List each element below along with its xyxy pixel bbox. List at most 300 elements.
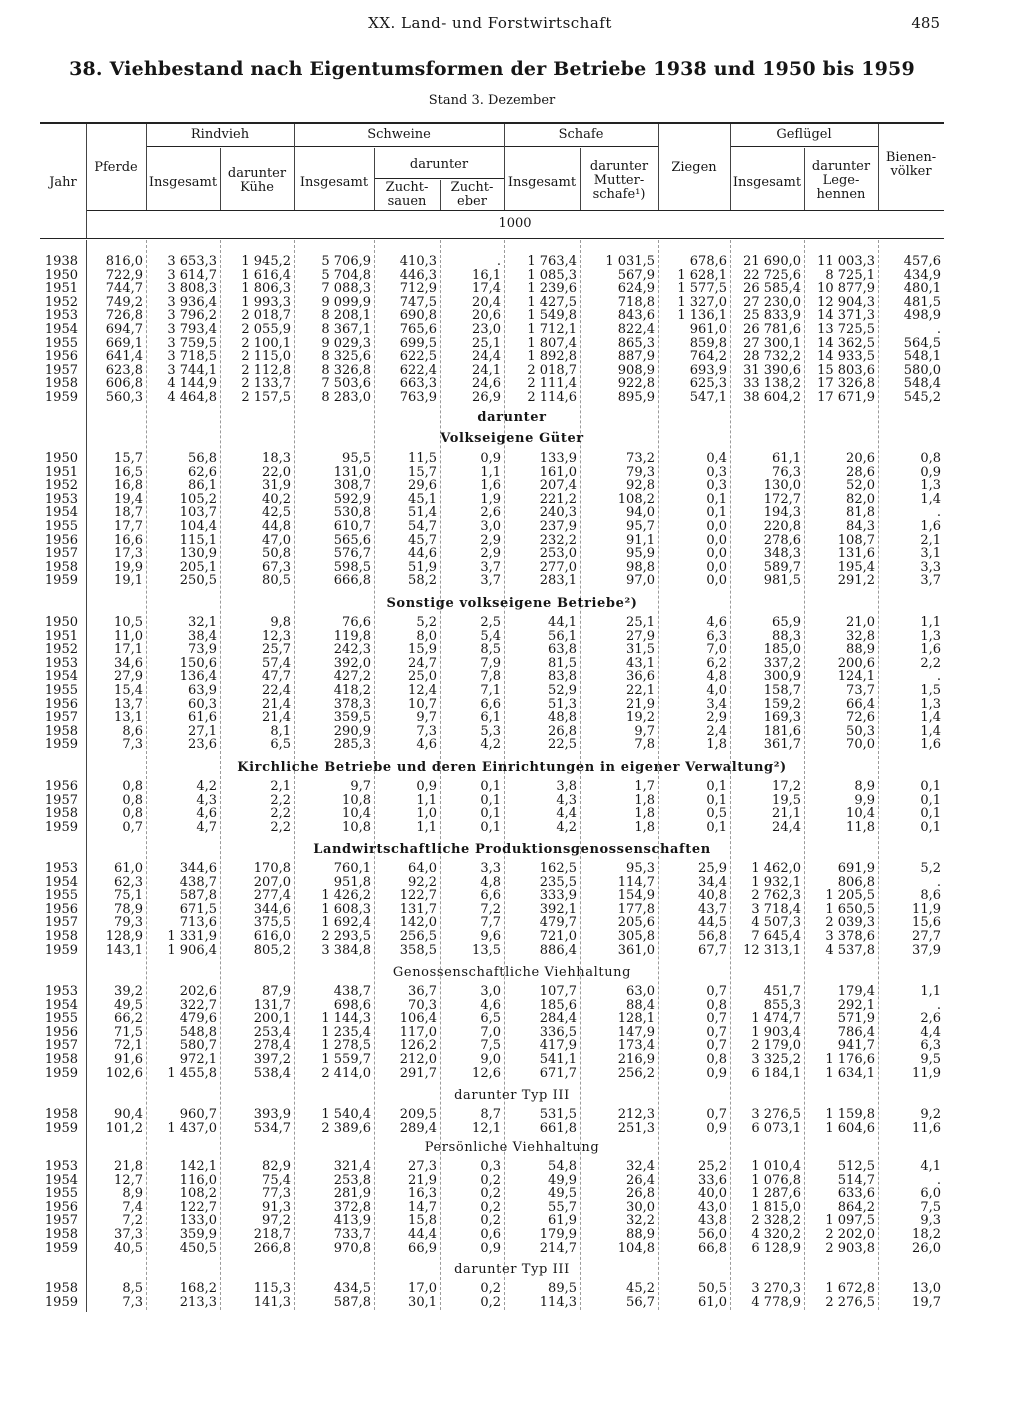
table-row bbox=[0, 466, 1024, 480]
cell-bienenvoelker: 1,4 bbox=[920, 723, 941, 739]
cell-schaf-mutterschafe: 212,3 bbox=[617, 1107, 655, 1122]
cell-bienenvoelker: 0,9 bbox=[920, 464, 941, 480]
schweine-rule bbox=[294, 146, 504, 147]
year-cell: 1958 bbox=[44, 1107, 78, 1122]
cell-rind-kuehe: 12,3 bbox=[262, 628, 291, 644]
cell-gefl-legehennen: 786,4 bbox=[837, 1024, 875, 1040]
cell-schaf-mutterschafe: 95,9 bbox=[626, 546, 655, 562]
cell-schw-zuchtsauen: 690,8 bbox=[399, 308, 437, 324]
cell-bienenvoelker: 545,2 bbox=[903, 390, 941, 405]
header-bottom-rule bbox=[40, 238, 944, 239]
cell-schw-zuchtsauen: 209,5 bbox=[399, 1107, 437, 1122]
cell-schaf-mutterschafe: 624,9 bbox=[617, 281, 655, 297]
cell-ziegen: 67,7 bbox=[698, 942, 727, 958]
cell-schaf-insgesamt: 55,7 bbox=[548, 1199, 577, 1215]
cell-gefl-legehennen: 50,3 bbox=[846, 723, 875, 739]
cell-schw-zuchteber: 24,4 bbox=[472, 349, 501, 365]
cell-schw-insgesamt: 565,6 bbox=[333, 532, 371, 548]
cell-schw-zuchteber: 6,6 bbox=[480, 888, 501, 904]
section-label: darunter Typ III bbox=[454, 1262, 570, 1277]
cell-bienenvoelker: 9,3 bbox=[920, 1213, 941, 1229]
cell-gefl-legehennen: 1 650,5 bbox=[825, 901, 875, 917]
cell-schaf-insgesamt: 1 549,8 bbox=[527, 308, 577, 324]
cell-schw-insgesamt: 434,5 bbox=[333, 1281, 371, 1296]
section-label: Kirchliche Betriebe und deren Einrichtungen in eigener Verwaltung²) bbox=[237, 760, 787, 775]
cell-gefl-legehennen: 8 725,1 bbox=[825, 267, 875, 283]
cell-schw-insgesamt: 3 384,8 bbox=[321, 942, 371, 958]
cell-schaf-mutterschafe: 30,0 bbox=[626, 1199, 655, 1215]
cell-ziegen: 56,8 bbox=[698, 929, 727, 944]
header-unit: 1000 bbox=[498, 216, 532, 231]
year-cell: 1957 bbox=[44, 792, 78, 808]
cell-ziegen: 0,0 bbox=[706, 573, 727, 589]
cell-schw-insgesamt: 359,5 bbox=[333, 710, 371, 726]
year-cell: 1953 bbox=[44, 655, 78, 671]
cell-rind-kuehe: 80,5 bbox=[262, 573, 291, 589]
cell-gefl-insgesamt: 65,9 bbox=[772, 615, 801, 630]
cell-ziegen: 1 327,0 bbox=[677, 294, 727, 310]
cell-schaf-insgesamt: 479,7 bbox=[539, 915, 577, 931]
cell-ziegen: 1 136,1 bbox=[677, 308, 727, 324]
cell-schw-insgesamt: 8 326,8 bbox=[321, 362, 371, 378]
cell-gefl-insgesamt: 21,1 bbox=[772, 806, 801, 822]
cell-schw-zuchtsauen: 663,3 bbox=[399, 376, 437, 392]
cell-schw-zuchteber: 24,6 bbox=[472, 376, 501, 392]
cell-schaf-mutterschafe: 88,9 bbox=[626, 1227, 655, 1242]
cell-schaf-mutterschafe: 1,8 bbox=[634, 819, 655, 835]
cell-gefl-insgesamt: 33 138,2 bbox=[743, 376, 801, 392]
year-cell: 1951 bbox=[44, 628, 78, 644]
table-subtitle: Stand 3. Dezember bbox=[428, 93, 556, 108]
cell-schaf-mutterschafe: 895,9 bbox=[617, 390, 655, 405]
cell-ziegen: 0,4 bbox=[706, 451, 727, 466]
table-row bbox=[0, 561, 1024, 575]
cell-gefl-legehennen: 14 371,3 bbox=[817, 308, 875, 324]
cell-pferde: 8,5 bbox=[122, 1281, 143, 1296]
cell-bienenvoelker: 13,0 bbox=[912, 1281, 941, 1296]
year-cell: 1956 bbox=[44, 1024, 78, 1040]
cell-schw-insgesamt: 119,8 bbox=[333, 628, 371, 644]
cell-gefl-legehennen: 70,0 bbox=[846, 737, 875, 753]
table-row bbox=[0, 1296, 1024, 1310]
cell-ziegen: 61,0 bbox=[698, 1294, 727, 1310]
cell-schaf-mutterschafe: 92,8 bbox=[626, 478, 655, 494]
cell-gefl-legehennen: 20,6 bbox=[846, 451, 875, 466]
cell-gefl-insgesamt: 1 474,7 bbox=[751, 1011, 801, 1027]
cell-schw-insgesamt: 951,8 bbox=[333, 874, 371, 890]
cell-bienenvoelker: 27,7 bbox=[912, 929, 941, 944]
cell-schaf-mutterschafe: 177,8 bbox=[617, 901, 655, 917]
cell-rind-insgesamt: 4,7 bbox=[196, 819, 217, 835]
cell-pferde: 102,6 bbox=[105, 1065, 143, 1081]
table-row bbox=[0, 1122, 1024, 1136]
cell-gefl-insgesamt: 3 718,4 bbox=[751, 901, 801, 917]
cell-gefl-insgesamt: 7 645,4 bbox=[751, 929, 801, 944]
cell-rind-kuehe: 2 112,8 bbox=[241, 362, 291, 378]
cell-schw-insgesamt: 76,6 bbox=[342, 615, 371, 630]
cell-schw-zuchteber: 24,1 bbox=[472, 362, 501, 378]
cell-schw-insgesamt: 760,1 bbox=[333, 861, 371, 876]
cell-gefl-legehennen: 14 933,5 bbox=[817, 349, 875, 365]
table-row bbox=[0, 876, 1024, 890]
cell-schaf-mutterschafe: 1,8 bbox=[634, 792, 655, 808]
cell-schw-zuchtsauen: 10,7 bbox=[408, 696, 437, 712]
cell-rind-insgesamt: 359,9 bbox=[179, 1227, 217, 1242]
year-cell: 1959 bbox=[44, 737, 78, 753]
cell-schw-zuchtsauen: 122,7 bbox=[399, 888, 437, 904]
cell-schaf-insgesamt: 4,2 bbox=[556, 819, 577, 835]
table-row bbox=[0, 1039, 1024, 1053]
cell-gefl-legehennen: 72,6 bbox=[846, 710, 875, 726]
cell-bienenvoelker: 3,7 bbox=[920, 573, 941, 589]
cell-rind-insgesamt: 202,6 bbox=[179, 984, 217, 999]
year-cell: 1954 bbox=[44, 322, 78, 337]
cell-pferde: 7,3 bbox=[122, 737, 143, 753]
year-cell: 1958 bbox=[44, 1281, 78, 1296]
cell-schaf-insgesamt: 49,5 bbox=[548, 1186, 577, 1202]
year-cell: 1956 bbox=[44, 349, 78, 365]
cell-schw-zuchtsauen: 291,7 bbox=[399, 1065, 437, 1081]
page-number: 485 bbox=[911, 14, 940, 32]
cell-schw-zuchtsauen: 765,6 bbox=[399, 322, 437, 337]
year-cell: 1958 bbox=[44, 806, 78, 822]
cell-schw-zuchteber: 0,1 bbox=[480, 806, 501, 822]
cell-ziegen: 4,0 bbox=[706, 683, 727, 698]
cell-rind-insgesamt: 63,9 bbox=[188, 683, 217, 698]
cell-schw-zuchtsauen: 51,9 bbox=[408, 559, 437, 575]
cell-schw-zuchteber: 7,1 bbox=[480, 683, 501, 698]
year-cell: 1954 bbox=[44, 874, 78, 890]
table-row bbox=[0, 1012, 1024, 1026]
cell-ziegen: 43,8 bbox=[698, 1213, 727, 1229]
cell-rind-insgesamt: 3 653,3 bbox=[167, 254, 217, 269]
cell-schw-insgesamt: 9 029,3 bbox=[321, 335, 371, 351]
cell-schw-zuchteber: 20,6 bbox=[472, 308, 501, 324]
cell-schaf-insgesamt: 2 111,4 bbox=[527, 376, 577, 392]
cell-rind-insgesamt: 450,5 bbox=[179, 1240, 217, 1256]
cell-gefl-insgesamt: 4 778,9 bbox=[751, 1294, 801, 1310]
cell-bienenvoelker: 8,6 bbox=[920, 888, 941, 904]
cell-rind-insgesamt: 205,1 bbox=[179, 559, 217, 575]
cell-rind-insgesamt: 3 796,2 bbox=[167, 308, 217, 324]
cell-pferde: 18,7 bbox=[114, 505, 143, 521]
cell-gefl-legehennen: 84,3 bbox=[846, 519, 875, 534]
cell-schw-zuchtsauen: 289,4 bbox=[399, 1120, 437, 1136]
cell-schw-insgesamt: 610,7 bbox=[333, 519, 371, 534]
cell-pferde: 10,5 bbox=[114, 615, 143, 630]
cell-schw-insgesamt: 10,8 bbox=[342, 792, 371, 808]
year-cell: 1953 bbox=[44, 491, 78, 507]
cell-rind-insgesamt: 322,7 bbox=[179, 997, 217, 1013]
cell-gefl-legehennen: 4 537,8 bbox=[825, 942, 875, 958]
cell-gefl-insgesamt: 1 815,0 bbox=[751, 1199, 801, 1215]
cell-rind-insgesamt: 713,6 bbox=[179, 915, 217, 931]
cell-gefl-insgesamt: 158,7 bbox=[763, 683, 801, 698]
cell-ziegen: 33,6 bbox=[698, 1172, 727, 1188]
cell-schw-insgesamt: 7 088,3 bbox=[321, 281, 371, 297]
cell-bienenvoelker: . bbox=[936, 505, 941, 521]
cell-gefl-insgesamt: 26 585,4 bbox=[743, 281, 801, 297]
cell-gefl-legehennen: 13 725,5 bbox=[817, 322, 875, 337]
cell-gefl-insgesamt: 451,7 bbox=[763, 984, 801, 999]
cell-rind-kuehe: 2 133,7 bbox=[241, 376, 291, 392]
cell-pferde: 12,7 bbox=[114, 1172, 143, 1188]
cell-gefl-legehennen: 1 159,8 bbox=[825, 1107, 875, 1122]
cell-pferde: 560,3 bbox=[105, 390, 143, 405]
cell-bienenvoelker: 1,4 bbox=[920, 491, 941, 507]
cell-ziegen: 0,7 bbox=[706, 1038, 727, 1054]
cell-gefl-insgesamt: 130,0 bbox=[763, 478, 801, 494]
cell-gefl-legehennen: 82,0 bbox=[846, 491, 875, 507]
cell-schw-zuchteber: 0,1 bbox=[480, 819, 501, 835]
table-row bbox=[0, 780, 1024, 794]
cell-gefl-insgesamt: 6 184,1 bbox=[751, 1065, 801, 1081]
cell-gefl-legehennen: 52,0 bbox=[846, 478, 875, 494]
year-cell: 1950 bbox=[44, 267, 78, 283]
cell-schaf-mutterschafe: 216,9 bbox=[617, 1052, 655, 1067]
cell-schw-zuchtsauen: 54,7 bbox=[408, 519, 437, 534]
cell-rind-kuehe: 170,8 bbox=[253, 861, 291, 876]
cell-ziegen: 0,9 bbox=[706, 1120, 727, 1136]
cell-ziegen: 43,7 bbox=[698, 901, 727, 917]
cell-gefl-legehennen: 1 205,5 bbox=[825, 888, 875, 904]
cell-rind-kuehe: 42,5 bbox=[262, 505, 291, 521]
header-schaf-mutter-1: darunter bbox=[589, 159, 649, 174]
cell-rind-insgesamt: 38,4 bbox=[188, 628, 217, 644]
cell-bienenvoelker: 9,5 bbox=[920, 1052, 941, 1067]
cell-schw-zuchtsauen: 0,9 bbox=[416, 779, 437, 794]
cell-gefl-insgesamt: 172,7 bbox=[763, 491, 801, 507]
table-row bbox=[0, 616, 1024, 630]
cell-gefl-insgesamt: 2 328,2 bbox=[751, 1213, 801, 1229]
cell-schw-insgesamt: 1 559,7 bbox=[321, 1052, 371, 1067]
cell-schw-insgesamt: 1 692,4 bbox=[321, 915, 371, 931]
header-gefl-lege-1: darunter bbox=[811, 159, 871, 174]
cell-schw-zuchteber: 0,1 bbox=[480, 792, 501, 808]
cell-schw-zuchteber: 8,5 bbox=[480, 642, 501, 658]
cell-schw-zuchteber: 3,7 bbox=[480, 573, 501, 589]
cell-bienenvoelker: 6,3 bbox=[920, 1038, 941, 1054]
cell-schw-zuchtsauen: 92,2 bbox=[408, 874, 437, 890]
schafe-rule bbox=[504, 146, 658, 147]
cell-gefl-insgesamt: 27 230,0 bbox=[743, 294, 801, 310]
cell-schaf-insgesamt: 2 114,6 bbox=[527, 390, 577, 405]
cell-gefl-insgesamt: 194,3 bbox=[763, 505, 801, 521]
cell-rind-insgesamt: 960,7 bbox=[179, 1107, 217, 1122]
unit-rule-top bbox=[86, 210, 944, 211]
cell-schaf-mutterschafe: 305,8 bbox=[617, 929, 655, 944]
cell-gefl-legehennen: 806,8 bbox=[837, 874, 875, 890]
cell-rind-kuehe: 47,7 bbox=[262, 669, 291, 685]
cell-schw-insgesamt: 285,3 bbox=[333, 737, 371, 753]
cell-gefl-legehennen: 200,6 bbox=[837, 655, 875, 671]
year-cell: 1957 bbox=[44, 362, 78, 378]
cell-schaf-insgesamt: 1 712,1 bbox=[527, 322, 577, 337]
cell-schw-zuchtsauen: 4,6 bbox=[416, 737, 437, 753]
cell-rind-insgesamt: 86,1 bbox=[188, 478, 217, 494]
cell-rind-insgesamt: 4,3 bbox=[196, 792, 217, 808]
cell-schw-zuchtsauen: 1,0 bbox=[416, 806, 437, 822]
cell-schw-zuchteber: 16,1 bbox=[472, 267, 501, 283]
header-schaf-mutter-3: schafe¹) bbox=[592, 187, 646, 202]
cell-bienenvoelker: 11,6 bbox=[912, 1120, 941, 1136]
cell-bienenvoelker: . bbox=[936, 874, 941, 890]
cell-gefl-insgesamt: 300,9 bbox=[763, 669, 801, 685]
cell-schaf-insgesamt: 336,5 bbox=[539, 1024, 577, 1040]
year-cell: 1958 bbox=[44, 376, 78, 392]
header-bienen-2: völker bbox=[890, 164, 932, 179]
cell-schaf-mutterschafe: 251,3 bbox=[617, 1120, 655, 1136]
header-rind-kuehe-1: darunter bbox=[227, 166, 287, 181]
cell-pferde: 16,8 bbox=[114, 478, 143, 494]
cell-rind-insgesamt: 580,7 bbox=[179, 1038, 217, 1054]
table-row bbox=[0, 323, 1024, 337]
cell-schw-insgesamt: 1 608,3 bbox=[321, 901, 371, 917]
cell-ziegen: 859,8 bbox=[689, 335, 727, 351]
cell-schw-zuchteber: 0,9 bbox=[480, 451, 501, 466]
header-schw-sauen-2: sauen bbox=[387, 194, 427, 209]
cell-pferde: 19,1 bbox=[114, 573, 143, 589]
year-cell: 1959 bbox=[44, 1120, 78, 1136]
cell-schw-zuchteber: 0,2 bbox=[480, 1281, 501, 1296]
cell-schw-zuchtsauen: 446,3 bbox=[399, 267, 437, 283]
cell-schw-zuchteber: 7,8 bbox=[480, 669, 501, 685]
header-schweine: Schweine bbox=[367, 127, 431, 142]
cell-gefl-legehennen: 1 672,8 bbox=[825, 1281, 875, 1296]
cell-gefl-legehennen: 11 003,3 bbox=[817, 254, 875, 269]
cell-bienenvoelker: 480,1 bbox=[903, 281, 941, 297]
cell-schw-insgesamt: 321,4 bbox=[333, 1159, 371, 1174]
cell-schw-zuchtsauen: 30,1 bbox=[408, 1294, 437, 1310]
year-cell: 1955 bbox=[44, 1186, 78, 1202]
cell-ziegen: 0,0 bbox=[706, 559, 727, 575]
cell-schw-zuchteber: 4,2 bbox=[480, 737, 501, 753]
cell-schw-zuchteber: 25,1 bbox=[472, 335, 501, 351]
cell-bienenvoelker: 1,4 bbox=[920, 710, 941, 726]
table-row bbox=[0, 698, 1024, 712]
cell-schaf-insgesamt: 531,5 bbox=[539, 1107, 577, 1122]
cell-rind-kuehe: 397,2 bbox=[253, 1052, 291, 1067]
year-cell: 1956 bbox=[44, 696, 78, 712]
cell-pferde: 7,4 bbox=[122, 1199, 143, 1215]
year-cell: 1955 bbox=[44, 519, 78, 534]
cell-schw-zuchteber: 0,1 bbox=[480, 779, 501, 794]
cell-schaf-mutterschafe: 91,1 bbox=[626, 532, 655, 548]
cell-schw-insgesamt: 8 367,1 bbox=[321, 322, 371, 337]
header-bienen-1: Bienen- bbox=[885, 150, 937, 165]
table-row bbox=[0, 930, 1024, 944]
year-cell: 1959 bbox=[44, 390, 78, 405]
cell-gefl-insgesamt: 76,3 bbox=[772, 464, 801, 480]
cell-schw-zuchtsauen: 44,6 bbox=[408, 546, 437, 562]
cell-rind-kuehe: 805,2 bbox=[253, 942, 291, 958]
cell-ziegen: 34,4 bbox=[698, 874, 727, 890]
cell-rind-kuehe: 9,8 bbox=[270, 615, 291, 630]
cell-schw-zuchtsauen: 66,9 bbox=[408, 1240, 437, 1256]
cell-schaf-insgesamt: 221,2 bbox=[539, 491, 577, 507]
cell-schw-zuchteber: 8,7 bbox=[480, 1107, 501, 1122]
cell-schaf-mutterschafe: 95,3 bbox=[626, 861, 655, 876]
cell-schw-insgesamt: 290,9 bbox=[333, 723, 371, 739]
cell-ziegen: 0,8 bbox=[706, 1052, 727, 1067]
cell-rind-kuehe: 278,4 bbox=[253, 1038, 291, 1054]
cell-gefl-legehennen: 1 604,6 bbox=[825, 1120, 875, 1136]
cell-schaf-mutterschafe: 361,0 bbox=[617, 942, 655, 958]
cell-rind-insgesamt: 4,6 bbox=[196, 806, 217, 822]
cell-ziegen: 0,3 bbox=[706, 464, 727, 480]
cell-rind-kuehe: 2 018,7 bbox=[241, 308, 291, 324]
cell-gefl-insgesamt: 185,0 bbox=[763, 642, 801, 658]
cell-schw-insgesamt: 131,0 bbox=[333, 464, 371, 480]
cell-ziegen: 25,9 bbox=[698, 861, 727, 876]
cell-rind-insgesamt: 3 793,4 bbox=[167, 322, 217, 337]
cell-pferde: 128,9 bbox=[105, 929, 143, 944]
cell-gefl-legehennen: 14 362,5 bbox=[817, 335, 875, 351]
header-rind-insgesamt: Insgesamt bbox=[148, 175, 218, 190]
cell-schw-insgesamt: 253,8 bbox=[333, 1172, 371, 1188]
cell-gefl-legehennen: 571,9 bbox=[837, 1011, 875, 1027]
cell-schaf-insgesamt: 1 807,4 bbox=[527, 335, 577, 351]
cell-schaf-mutterschafe: 1 031,5 bbox=[605, 254, 655, 269]
cell-schw-insgesamt: 2 293,5 bbox=[321, 929, 371, 944]
cell-schw-zuchteber: 7,7 bbox=[480, 915, 501, 931]
cell-gefl-insgesamt: 27 300,1 bbox=[743, 335, 801, 351]
cell-schaf-mutterschafe: 95,7 bbox=[626, 519, 655, 534]
header-schafe: Schafe bbox=[558, 127, 604, 142]
cell-schw-insgesamt: 392,0 bbox=[333, 655, 371, 671]
year-cell: 1959 bbox=[44, 573, 78, 589]
table-title: 38. Viehbestand nach Eigentumsformen der Betriebe 1938 und 1950 bis 1959 bbox=[69, 58, 915, 80]
header-rind-kuehe-2: Kühe bbox=[240, 180, 274, 195]
cell-schw-zuchtsauen: 17,0 bbox=[408, 1281, 437, 1296]
cell-schw-zuchtsauen: 27,3 bbox=[408, 1159, 437, 1174]
cell-gefl-insgesamt: 31 390,6 bbox=[743, 362, 801, 378]
cell-ziegen: 0,9 bbox=[706, 1065, 727, 1081]
cell-gefl-insgesamt: 61,1 bbox=[772, 451, 801, 466]
cell-gefl-legehennen: 195,4 bbox=[837, 559, 875, 575]
cell-ziegen: 625,3 bbox=[689, 376, 727, 392]
cell-bienenvoelker: 564,5 bbox=[903, 335, 941, 351]
cell-rind-insgesamt: 4 464,8 bbox=[167, 390, 217, 405]
cell-pferde: 7,2 bbox=[122, 1213, 143, 1229]
cell-bienenvoelker: 1,1 bbox=[920, 984, 941, 999]
cell-pferde: 7,3 bbox=[122, 1294, 143, 1310]
cell-pferde: 8,9 bbox=[122, 1186, 143, 1202]
cell-rind-kuehe: 21,4 bbox=[262, 696, 291, 712]
cell-bienenvoelker: 457,6 bbox=[903, 254, 941, 269]
cell-gefl-insgesamt: 855,3 bbox=[763, 997, 801, 1013]
cell-gefl-legehennen: 941,7 bbox=[837, 1038, 875, 1054]
table-row bbox=[0, 1214, 1024, 1228]
cell-gefl-insgesamt: 337,2 bbox=[763, 655, 801, 671]
cell-bienenvoelker: 37,9 bbox=[912, 942, 941, 958]
cell-schaf-mutterschafe: 19,2 bbox=[626, 710, 655, 726]
table-row bbox=[0, 1201, 1024, 1215]
cell-ziegen: 6,3 bbox=[706, 628, 727, 644]
cell-schw-zuchtsauen: 44,4 bbox=[408, 1227, 437, 1242]
cell-schw-insgesamt: 8 283,0 bbox=[321, 390, 371, 405]
cell-pferde: 0,8 bbox=[122, 806, 143, 822]
cell-gefl-legehennen: 15 803,6 bbox=[817, 362, 875, 378]
cell-schw-zuchteber: 2,6 bbox=[480, 505, 501, 521]
cell-schw-zuchteber: 7,5 bbox=[480, 1038, 501, 1054]
cell-schw-zuchtsauen: 15,9 bbox=[408, 642, 437, 658]
cell-bienenvoelker: 548,1 bbox=[903, 349, 941, 365]
cell-ziegen: 0,1 bbox=[706, 792, 727, 808]
cell-schw-zuchtsauen: 9,7 bbox=[416, 710, 437, 726]
header-schw-eber-1: Zucht- bbox=[450, 180, 494, 195]
cell-schaf-insgesamt: 133,9 bbox=[539, 451, 577, 466]
